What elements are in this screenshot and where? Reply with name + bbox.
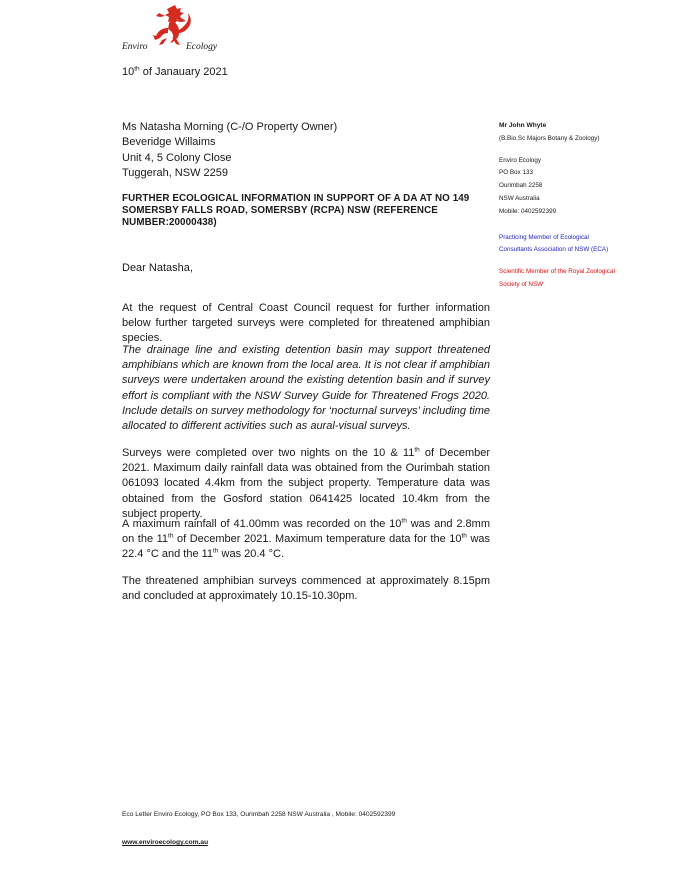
recipient-line: Tuggerah, NSW 2259	[122, 166, 228, 179]
logo-word-right: Ecology	[186, 42, 218, 52]
letter-date	[122, 66, 228, 78]
sender-credentials: (B.Bio.Sc Majors Botany & Zoology)	[499, 134, 600, 142]
letter-subject: FURTHER ECOLOGICAL INFORMATION IN SUPPORT OF A DA AT NO 149 SOMERSBY FALLS ROAD, SOMERSBY (RCPA) NSW (REFERENCE NUMBER:20000438)	[122, 193, 470, 228]
sender-sidebar	[499, 120, 659, 292]
date-day: 10	[122, 66, 135, 78]
date-day-suffix: th	[134, 65, 140, 73]
sender-name: Mr John Whyte	[499, 122, 547, 129]
eca-membership: Practicing Member of Ecological	[499, 233, 589, 241]
company-logo	[122, 4, 232, 54]
sender-address-line: Ourimbah 2258	[499, 182, 543, 190]
body-paragraph: Surveys were completed over two nights on the 10 & 11th of December 2021. Maximum daily rainfall data was obtained from the Ourimbah station 061093 located 4.4km from the subject property. Temperature data was obtained from the Gosford station 0641425 located 10.4km from the subject property.	[122, 446, 491, 520]
logo-word-left: Enviro	[122, 42, 148, 52]
recipient-address	[122, 120, 337, 181]
recipient-line: Ms Natasha Morning (C-/O Property Owner)	[122, 121, 338, 133]
body-paragraph: At the request of Central Coast Council request for further information below further targeted surveys were completed for threatened amphibian species.	[122, 302, 490, 345]
council-request-quote: The drainage line and existing detention basin may support threatened amphibians which are known from the local area. It is not clear if amphibian surveys were undertaken around the existing detention basin and if survey effort is compliant with the NSW Survey Guide for Threatened Frogs 2020. Include details on survey methodology for ‘nocturnal surveys’ including time allocated to different activities such as aural-visual surveys.	[122, 344, 490, 433]
sender-address-line: Enviro Ecology	[499, 156, 541, 164]
sender-mobile: Mobile: 0402592399	[499, 207, 557, 215]
date-rest: of Janauary 2021	[139, 66, 228, 78]
salutation: Dear Natasha,	[122, 262, 193, 274]
eca-membership: Consultants Association of NSW (ECA)	[499, 246, 609, 254]
body-paragraph: The threatened amphibian surveys commenced at approximately 8.15pm and concluded at approximately 10.15-10.30pm.	[122, 575, 490, 603]
recipient-line: Beveridge Willaims	[122, 136, 216, 149]
sender-address-line: PO Box 133	[499, 169, 533, 177]
rzs-membership: Scientific Member of the Royal Zoological	[499, 268, 615, 276]
rzs-membership: Society of NSW	[499, 280, 544, 288]
recipient-line: Unit 4, 5 Colony Close	[122, 151, 232, 164]
body-paragraph: A maximum rainfall of 41.00mm was recorded on the 10th was and 2.8mm on the 11th of December 2021. Maximum temperature data for the 10th was 22.4 °C and the 11th was 20.4 °C.	[122, 517, 491, 561]
sender-address-line: NSW Australia	[499, 194, 540, 202]
lion-rampant-icon	[150, 4, 194, 46]
website-link[interactable]: www.enviroecology.com.au	[122, 839, 209, 846]
footer-text: Eco Letter Enviro Ecology, PO Box 133, Ourimbah 2258 NSW Australia , Mobile: 0402592399	[122, 811, 396, 818]
